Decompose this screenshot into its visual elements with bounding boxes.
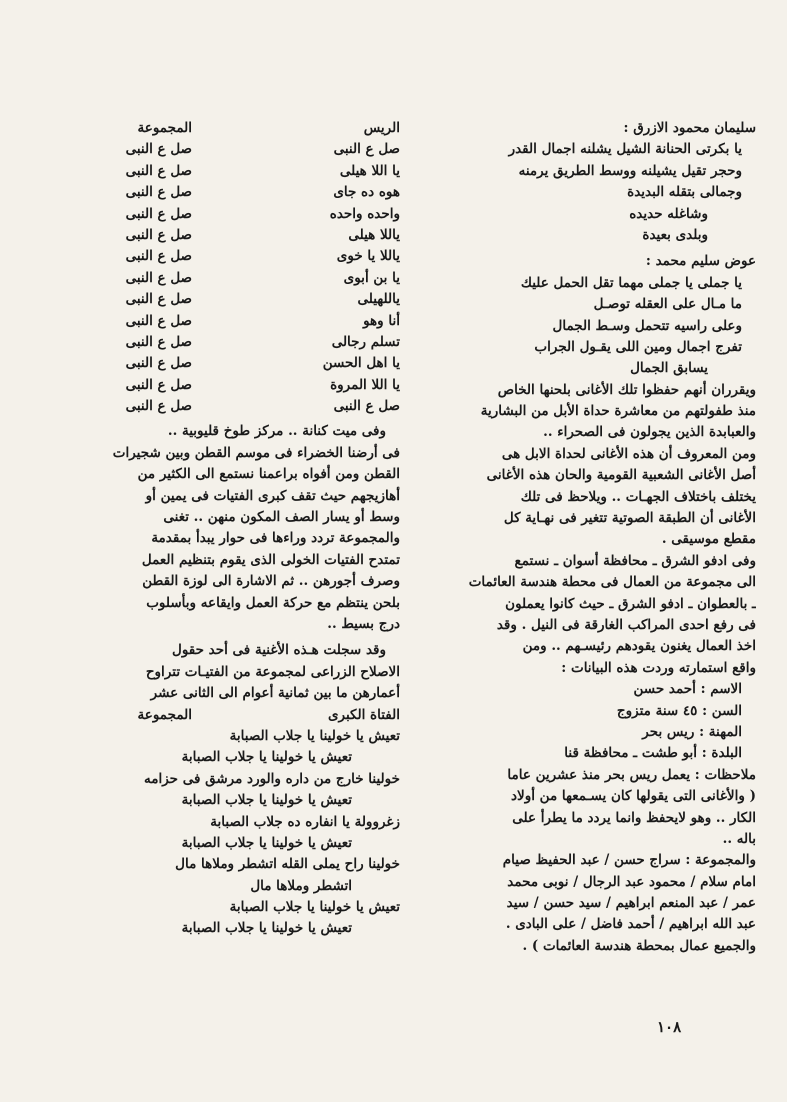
song-line: تعيش يا خولينا يا جلاب الصبابة — [181, 834, 352, 851]
text-line: ملاحظات : يعمل ريس بحر منذ عشرين عاما — [507, 766, 756, 783]
text-line: عوض سليم محمد : — [645, 253, 756, 270]
chorus-line: صل ع النبى — [125, 226, 192, 243]
text-line: ما مـال على العقله توصـل — [593, 296, 742, 313]
text-line: ( والأغانى التى يقولها كان يسـمعها من أولاد — [511, 788, 756, 805]
text-line: يسابق الجمال — [630, 360, 708, 377]
leader-line: يا اللا هيلى — [339, 162, 400, 179]
right-column — [410, 118, 756, 957]
text-line: وبلدى بعيدة — [642, 226, 708, 243]
text-line: عبد الله ابراهيم / أحمد فاضل / على البادى . — [505, 916, 756, 933]
text-line: بلحن ينتظم مع حركة العمل وايقاعه وبأسلوب — [146, 594, 400, 611]
leader-line: هوه ده جاى — [333, 184, 400, 201]
text-line: أعمارهن ما بين ثمانية أعوام الى الثانى عشر — [150, 685, 400, 702]
text-line: الاصلاح الزراعى لمجموعة من الفتيـات تتراوح — [145, 663, 400, 680]
song-header — [82, 705, 400, 726]
text-line: درج بسيط .. — [327, 615, 400, 632]
text-line: ويقرران أنهم حفظوا تلك الأغانى بلحنها الخاص — [497, 381, 756, 398]
leader-line: يا اللا المروة — [330, 376, 400, 393]
chorus-line: صل ع النبى — [125, 312, 192, 329]
text-line: عمر / عبد المنعم ابراهيم / سيد حسن / سيد — [506, 895, 756, 912]
text-line: وجمالى بتقله البديدة — [627, 184, 742, 201]
text-line: وحجر تقيل يشيلنه ووسط الطريق يرمنه — [518, 162, 742, 179]
call-response-row — [82, 311, 400, 332]
text-line: وشاغله حديده — [629, 205, 708, 222]
text-line: وفى ادفو الشرق ـ محافظة أسوان ـ نستمع — [514, 552, 756, 569]
call-response-row — [82, 182, 400, 203]
song-line: تعيش يا خولينا يا جلاب الصبابة — [181, 792, 352, 809]
call-response-row — [82, 375, 400, 396]
text-line: وسط أو يسار الصف المكون منهن .. تغنى — [163, 509, 400, 526]
text-line: القطن ومن أفواه براعمنا نستمع الى الكثير من — [137, 466, 400, 483]
call-response-row — [82, 268, 400, 289]
song-line: تعيش يا خولينا يا جلاب الصبابة — [181, 749, 352, 766]
leader-line: ياللهيلى — [357, 291, 400, 308]
paragraph-recording — [82, 640, 400, 704]
song-line: تعيش يا خولينا يا جلاب الصبابة — [229, 899, 400, 916]
leader-heading: الريس — [363, 120, 400, 136]
text-line: تفرج اجمال ومين اللى يقـول الجراب — [534, 338, 742, 355]
call-response-row — [82, 353, 400, 374]
song-line: اتشطر وملاها مال — [250, 877, 352, 894]
chorus-line: صل ع النبى — [125, 162, 192, 179]
call-response-row — [82, 396, 400, 417]
page-number: ١٠٨ — [657, 1018, 682, 1036]
text-line: منذ طفولتهم من معاشرة حداة الأبل من البشارية — [480, 403, 756, 420]
text-line: السن : ٤٥ سنة متزوج — [616, 702, 742, 719]
text-line: يا جملى يا جملى مهما تقل الحمل عليك — [520, 274, 742, 291]
text-line: والعبابدة الذين يجولون فى الصحراء .. — [543, 424, 756, 441]
song-line: تعيش يا خولينا يا جلاب الصبابة — [229, 727, 400, 744]
text-line: فى رفع احدى المراكب الغارقة فى النيل . وقد — [496, 616, 756, 633]
leader-line: ياللا هيلى — [348, 226, 400, 243]
leader-line: أنا وهو — [363, 312, 400, 329]
text-line: البلدة : أبو طشت ـ محافظة قنا — [564, 745, 742, 762]
song-lines — [82, 726, 400, 940]
left-column — [82, 118, 400, 940]
text-line: يا بكرتى الحنانة الشيل يشلنه اجمال القدر — [508, 141, 742, 158]
text-line: اخذ العمال يغنون يقودهم رئيسـهم .. ومن — [522, 638, 756, 655]
chorus-line: صل ع النبى — [125, 269, 192, 286]
leader-line: واحده واحده — [329, 205, 400, 222]
chorus-line: صل ع النبى — [125, 141, 192, 158]
leader-line: يا بن أبوى — [343, 269, 400, 286]
text-line: وفى ميت كنانة .. مركز طوخ قليوبية .. — [167, 423, 386, 440]
paragraph-mit-kenana — [82, 421, 400, 635]
text-line: الى مجموعة من العمال فى محطة هندسة العائمات — [468, 574, 756, 591]
text-line: الأغانى أن الطبقة الصوتية تتغير فى نهـاية كل — [503, 510, 756, 527]
call-response-row — [82, 139, 400, 160]
text-line: باله .. — [722, 830, 756, 847]
chorus-line: صل ع النبى — [125, 333, 192, 350]
call-response-row — [82, 225, 400, 246]
call-response-row — [82, 161, 400, 182]
chorus-line: صل ع النبى — [125, 355, 192, 372]
call-response-row — [82, 332, 400, 353]
text-line: أهازيجهم حيث تقف كبرى الفتيات فى يمين أو — [145, 487, 400, 504]
call-response-lines — [82, 139, 400, 417]
lead-girl-heading: الفتاة الكبرى — [327, 706, 400, 723]
chorus-line: صل ع النبى — [125, 205, 192, 222]
chorus-line: صل ع النبى — [125, 248, 192, 265]
text-line: والمجموعة : سراج حسن / عبد الحفيظ صيام — [502, 852, 756, 869]
text-line: فى أرضنا الخضراء فى موسم القطن وبين شجيرات — [112, 444, 400, 461]
chorus-line: صل ع النبى — [125, 184, 192, 201]
leader-line: صل ع النبى — [333, 398, 400, 415]
text-line: ومن المعروف أن هذه الأغانى لحداة الابل هى — [501, 445, 756, 462]
call-response-row — [82, 246, 400, 267]
text-line: وقد سجلت هـذه الأغنية فى أحد حقول — [172, 642, 386, 659]
text-line: امام سلام / محمود عبد الرجال / نوبى محمد — [507, 873, 756, 890]
text-line: الاسم : أحمد حسن — [633, 681, 742, 698]
group-heading: المجموعة — [137, 706, 192, 723]
chorus-heading: المجموعة — [137, 120, 192, 136]
leader-line: تسلم رجالى — [331, 333, 400, 350]
chorus-line: صل ع النبى — [125, 398, 192, 415]
chorus-line: صل ع النبى — [125, 291, 192, 308]
text-line: وصرف أجورهن .. ثم الاشارة الى لوزة القطن — [142, 573, 400, 590]
text-line: يختلف باختلاف الجهـات .. ويلاحظ فى تلك — [520, 488, 756, 505]
text-line: أصل الأغانى الشعبية القومية والحان هذه الأغانى — [486, 467, 756, 484]
call-response-row — [82, 204, 400, 225]
text-line: ـ بالعطوان ـ ادفو الشرق ـ حيث كانوا يعملون — [505, 595, 756, 612]
call-response-row — [82, 289, 400, 310]
text-line: وعلى راسيه تتحمل وسـط الجمال — [552, 317, 742, 334]
song-line: زغروولة يا انفاره ده جلاب الصبابة — [210, 813, 400, 830]
leader-line: يا اهل الحسن — [322, 355, 400, 372]
text-line: سليمان محمود الازرق : — [623, 120, 756, 136]
song-line: خولينا خارج من داره والورد مرشق فى حزامه — [143, 770, 400, 787]
text-line: واقع استمارته وردت هذه البيانات : — [561, 659, 756, 676]
leader-line: صل ع النبى — [333, 141, 400, 158]
song-line: تعيش يا خولينا يا جلاب الصبابة — [181, 920, 352, 937]
text-line: مقطع موسيقى . — [661, 531, 756, 548]
text-line: المهنة : ريس بحر — [642, 723, 742, 740]
chorus-line: صل ع النبى — [125, 376, 192, 393]
text-line: والجميع عمال بمحطة هندسة العائمات ) . — [522, 937, 756, 954]
text-line: تمتدح الفتيات الخولى الذى يقوم بتنظيم العمل — [141, 551, 400, 568]
leader-line: ياللا يا خوى — [336, 248, 400, 265]
text-line: الكار .. وهو لايحفظ وانما يردد ما يطرأ على — [512, 809, 756, 826]
text-line: والمجموعة تردد وراءها فى حوار يبدأ بمقدمة — [151, 530, 400, 547]
call-response-header — [82, 118, 400, 139]
song-line: خولينا راح يملى القله اتشطر وملاها مال — [175, 856, 400, 873]
